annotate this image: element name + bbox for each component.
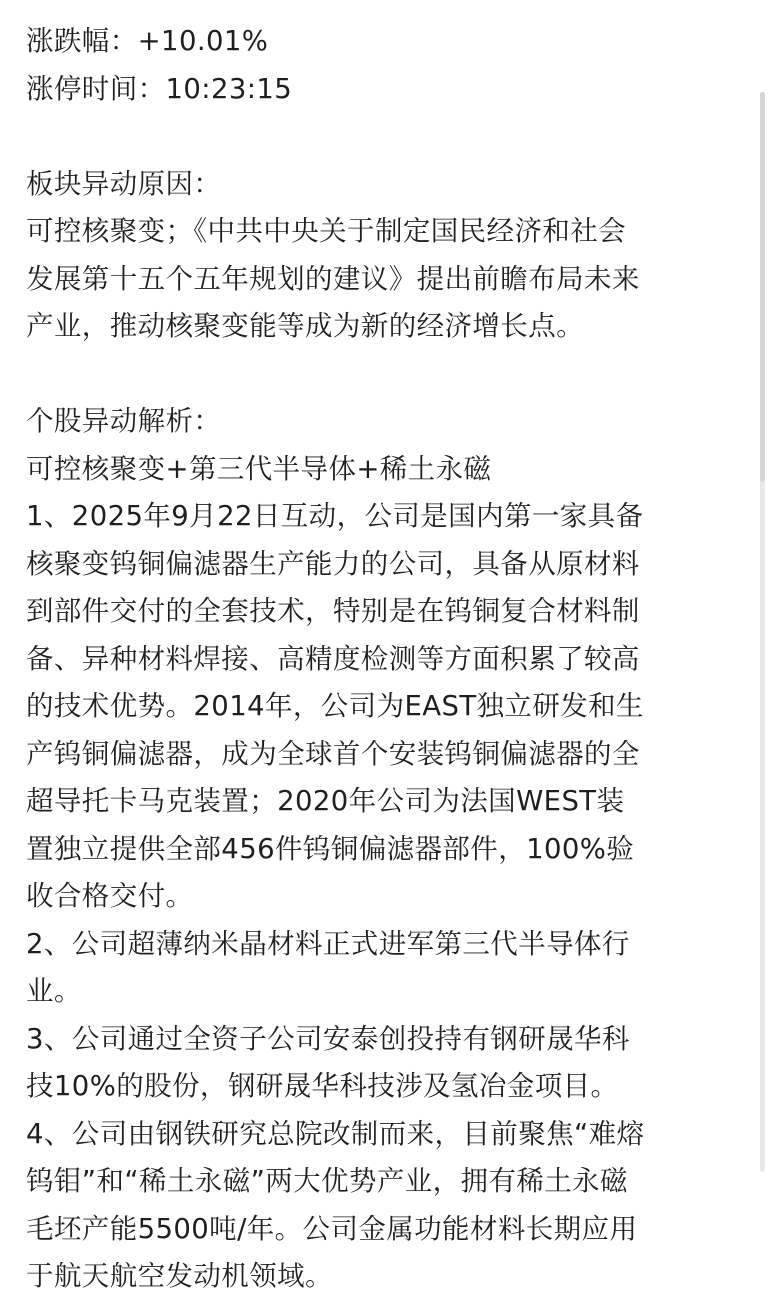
analysis-line: 核聚变钨铜偏滤器生产能力的公司，具备从原材料: [26, 547, 640, 580]
analysis-line: 的技术优势。2014年，公司为EAST独立研发和生: [26, 690, 644, 722]
analysis-line: 超导托卡马克装置；2020年公司为法国WEST装: [26, 785, 625, 817]
sector-reason-line: 发展第十五个五年规划的建议》提出前瞻布局未来: [26, 262, 640, 295]
analysis-line: 置独立提供全部456件钨铜偏滤器部件，100%验: [26, 832, 635, 865]
analysis-line: 毛坯产能5500吨/年。公司金属功能材料长期应用: [26, 1212, 638, 1245]
blank-line: [26, 117, 748, 157]
analysis-line: 备、异种材料焊接、高精度检测等方面积累了较高: [26, 642, 640, 675]
analysis-line: 3、公司通过全资子公司安泰创投持有钢研晟华科: [26, 1022, 630, 1055]
article-body: [26, 22, 748, 1305]
analysis-line: 技10%的股份，钢研晟华科技涉及氢冶金项目。: [26, 1070, 619, 1102]
analysis-line: 收合格交付。: [26, 880, 194, 912]
sector-reason-line: 产业，推动核聚变能等成为新的经济增长点。: [26, 310, 584, 342]
analysis-line: 于航天航空发动机领域。: [26, 1260, 333, 1292]
analysis-line: 业。: [26, 975, 82, 1007]
price-change-line: 涨跌幅：+10.01%: [26, 25, 269, 57]
analysis-line: 产钨铜偏滤器，成为全球首个安装钨铜偏滤器的全: [26, 737, 640, 770]
sector-reason-heading: 板块异动原因：: [26, 167, 222, 200]
analysis-line: 2、公司超薄纳米晶材料正式进军第三代半导体行: [26, 927, 630, 960]
scrollbar-thumb[interactable]: [760, 92, 765, 482]
analysis-line: 到部件交付的全套技术，特别是在钨铜复合材料制: [26, 595, 640, 627]
sector-reason-line: 可控核聚变；《中共中央关于制定国民经济和社会: [26, 215, 627, 247]
stock-analysis-heading: 个股异动解析：: [26, 405, 222, 437]
analysis-line: 1、2025年9月22日互动，公司是国内第一家具备: [26, 500, 644, 532]
analysis-line: 钨钼”和“稀土永磁”两大优势产业，拥有稀土永磁: [26, 1165, 628, 1197]
analysis-line: 4、公司由钢铁研究总院改制而来，目前聚焦“难熔: [26, 1117, 645, 1150]
blank-line: [26, 355, 748, 395]
limit-up-time-line: 涨停时间：10:23:15: [26, 72, 293, 105]
stock-concepts-line: 可控核聚变+第三代半导体+稀土永磁: [26, 452, 492, 485]
scrollbar[interactable]: [760, 92, 765, 1172]
